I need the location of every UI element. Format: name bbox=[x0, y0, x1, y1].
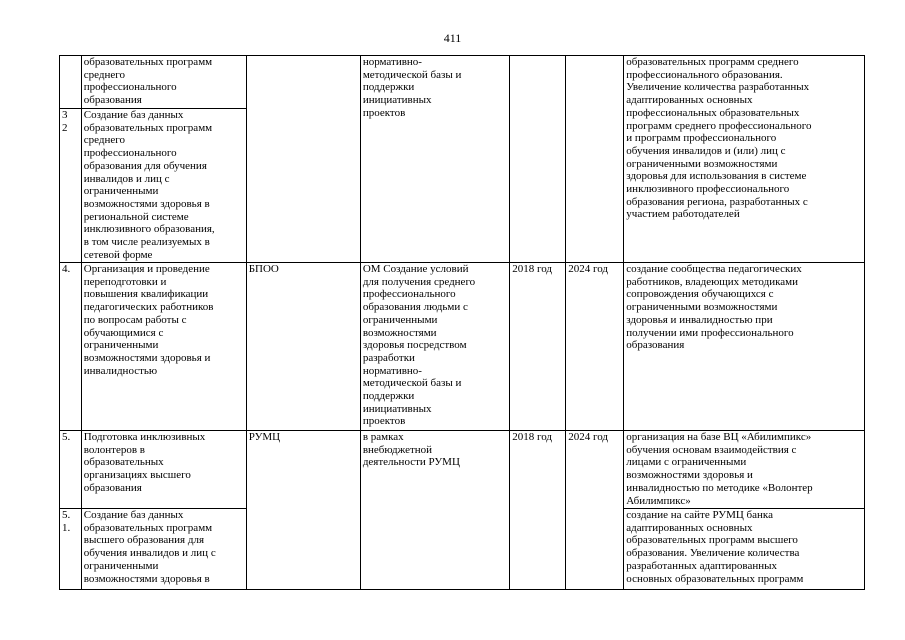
table-row bbox=[60, 263, 865, 431]
responsible: БПОО bbox=[246, 263, 360, 431]
expected-result: создание сообщества педагогических работников, владеющих методиками сопровождения обучающихся с ограниченными возможностями здоровья и инвалидностью при получении ими профессионального образования bbox=[624, 263, 865, 431]
plan-table bbox=[59, 55, 865, 590]
basis-document bbox=[360, 509, 509, 590]
activity-name: Организация и проведение переподготовки и повышения квалификации педагогических работников по вопросам работы с обучающимися с ограниченными возможностями здоровья и инвалидностью bbox=[81, 263, 246, 431]
expected-result: образовательных программ среднего профессионального образования. Увеличение количества разработанных адаптированных основных профессиональных образовательных программ среднего профессионального и программ профессионального обучения инвалидов и (или) лиц с ограниченными возможностями здоровья для использования в системе инклюзивного профессионального образования региона, разработанных с участием работодателей bbox=[624, 56, 865, 263]
row-number bbox=[60, 56, 82, 109]
basis-document: нормативно- методической базы и поддержки инициативных проектов bbox=[360, 56, 509, 263]
start-year: 2018 год bbox=[510, 263, 566, 431]
basis-document: ОМ Создание условий для получения среднего профессионального образования людьми с ограниченными возможностями здоровья посредством разработки нормативно- методической базы и поддержки инициативных проектов bbox=[360, 263, 509, 431]
activity-name: Подготовка инклюзивных волонтеров в образовательных организациях высшего образования bbox=[81, 431, 246, 509]
basis-document: в рамках внебюджетной деятельности РУМЦ bbox=[360, 431, 509, 509]
start-year: 2018 год bbox=[510, 431, 566, 509]
table-row bbox=[60, 509, 865, 590]
end-year bbox=[566, 509, 624, 590]
row-number: 4. bbox=[60, 263, 82, 431]
table-row bbox=[60, 431, 865, 509]
end-year: 2024 год bbox=[566, 431, 624, 509]
start-year bbox=[510, 509, 566, 590]
expected-result: организация на базе ВЦ «Абилимпикс» обучения основам взаимодействия с лицами с ограниченными возможностями здоровья и инвалидностью по методике «Волонтер Абилимпикс» bbox=[624, 431, 865, 509]
activity-name: образовательных программ среднего профессионального образования bbox=[81, 56, 246, 109]
table-row bbox=[60, 56, 865, 109]
activity-name: Создание баз данных образовательных программ высшего образования для обучения инвалидов и лиц с ограниченными возможностями здоровья в bbox=[81, 509, 246, 590]
expected-result: создание на сайте РУМЦ банка адаптированных основных образовательных программ высшего образования. Увеличение количества разработанных адаптированных основных образовательных программ bbox=[624, 509, 865, 590]
responsible: РУМЦ bbox=[246, 431, 360, 509]
row-number: 5. bbox=[60, 431, 82, 509]
end-year bbox=[566, 56, 624, 263]
row-number: 3 2 bbox=[60, 109, 82, 263]
responsible bbox=[246, 56, 360, 263]
start-year bbox=[510, 56, 566, 263]
end-year: 2024 год bbox=[566, 263, 624, 431]
row-number: 5. 1. bbox=[60, 509, 82, 590]
activity-name: Создание баз данных образовательных программ среднего профессионального образования для обучения инвалидов и лиц с ограниченными возможностями здоровья в региональной системе инклюзивного образования, в том числе реализуемых в сетевой форме bbox=[81, 109, 246, 263]
responsible bbox=[246, 509, 360, 590]
page-number: 411 bbox=[443, 31, 462, 45]
